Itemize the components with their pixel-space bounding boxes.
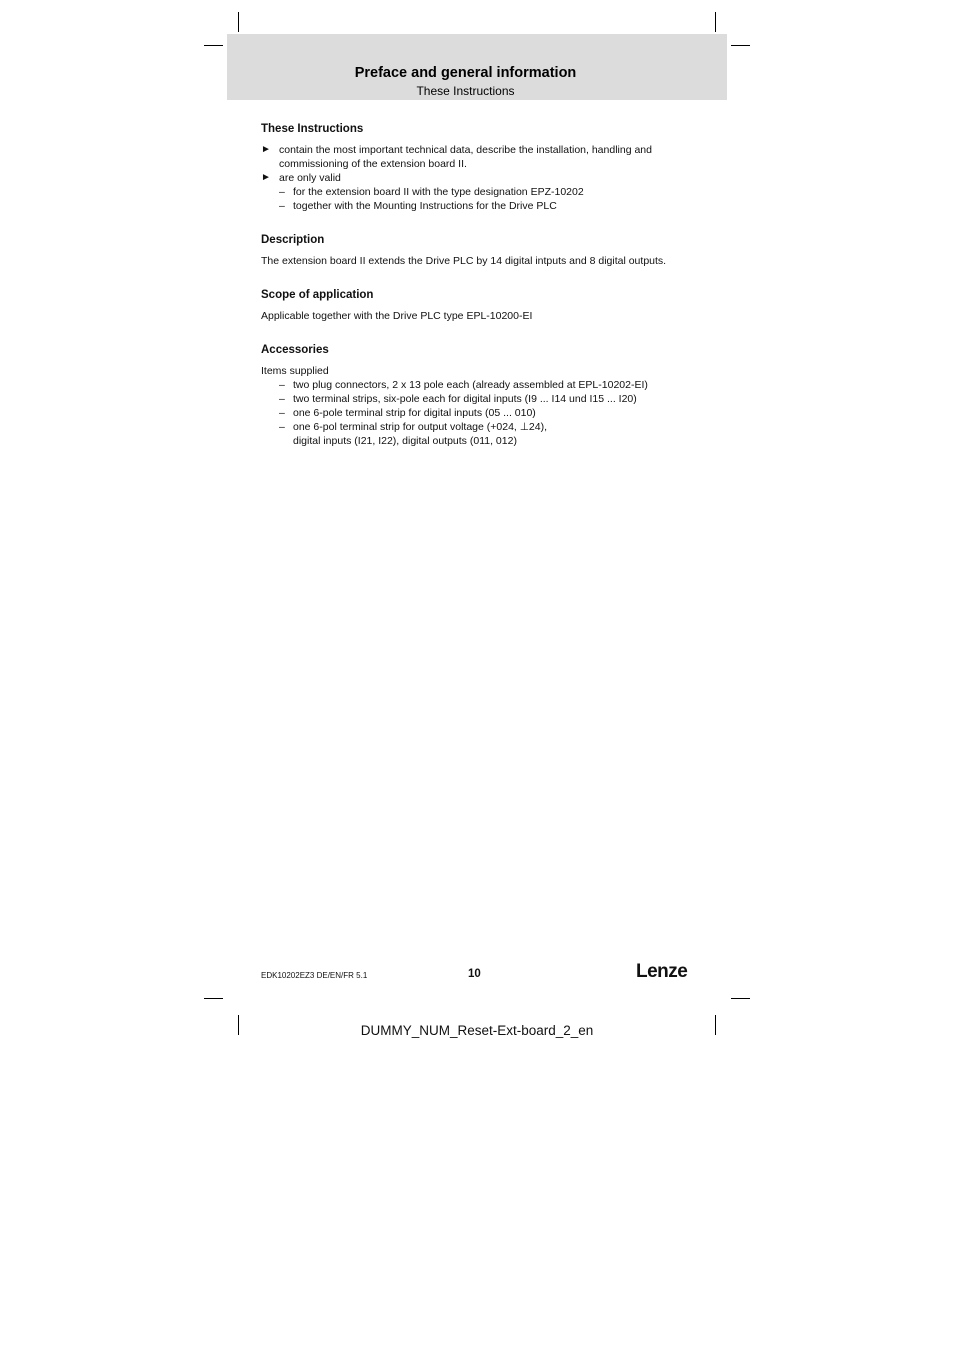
list-item-text: contain the most important technical data, describe the installation, handling and bbox=[279, 144, 652, 156]
paragraph: The extension board II extends the Drive PLC by 14 digital intputs and 8 digital outputs. bbox=[261, 255, 667, 267]
paragraph: Applicable together with the Drive PLC type EPL-10200-EI bbox=[261, 310, 533, 322]
dash-icon: – bbox=[279, 393, 285, 405]
paragraph: Items supplied bbox=[261, 365, 329, 377]
list-item bbox=[261, 392, 701, 406]
list-item-text: two plug connectors, 2 x 13 pole each (already assembled at EPL-10202-EI) bbox=[293, 379, 648, 391]
footer-doc-code: EDK10202EZ3 DE/EN/FR 5.1 bbox=[261, 971, 368, 980]
dash-icon: – bbox=[279, 186, 285, 198]
dash-icon: – bbox=[279, 421, 285, 433]
sub-list-item bbox=[261, 199, 701, 213]
crop-mark bbox=[731, 998, 750, 999]
crop-mark bbox=[204, 45, 223, 46]
section-description bbox=[261, 233, 701, 268]
list-item bbox=[261, 420, 701, 448]
list-item-text: are only valid bbox=[279, 172, 341, 184]
page-subtitle: These Instructions bbox=[416, 84, 515, 98]
list-item-text: one 6-pole terminal strip for digital inputs (05 ... 010) bbox=[293, 407, 536, 419]
header-band bbox=[227, 34, 727, 100]
list-item bbox=[261, 171, 701, 185]
section-heading: Scope of application bbox=[261, 289, 374, 301]
dash-icon: – bbox=[279, 407, 285, 419]
page-number: 10 bbox=[468, 968, 481, 980]
section-heading: Accessories bbox=[261, 344, 329, 356]
sub-list-item bbox=[261, 185, 701, 199]
lenze-logo: Lenze bbox=[636, 961, 688, 982]
list-item bbox=[261, 143, 701, 171]
crop-mark bbox=[204, 998, 223, 999]
section-accessories bbox=[261, 343, 701, 448]
list-item-text: digital inputs (I21, I22), digital outputs (011, 012) bbox=[293, 435, 517, 447]
section-scope bbox=[261, 288, 701, 323]
bullet-arrow-icon: ► bbox=[261, 172, 271, 183]
section-these-instructions bbox=[261, 122, 701, 213]
dash-icon: – bbox=[279, 200, 285, 212]
crop-mark bbox=[731, 45, 750, 46]
list-item-text: commissioning of the extension board II. bbox=[279, 158, 467, 170]
section-heading: These Instructions bbox=[261, 123, 364, 135]
section-heading: Description bbox=[261, 234, 325, 246]
content bbox=[261, 122, 701, 468]
document-id: DUMMY_NUM_Reset-Ext-board_2_en bbox=[360, 1023, 594, 1038]
page-title: Preface and general information bbox=[354, 65, 577, 81]
crop-mark bbox=[238, 12, 239, 32]
crop-mark bbox=[715, 12, 716, 32]
sub-list-item-text: for the extension board II with the type designation EPZ-10202 bbox=[293, 186, 584, 198]
list-item-text: one 6-pol terminal strip for output voltage (+024, ⊥24), bbox=[293, 421, 547, 433]
list-item bbox=[261, 378, 701, 392]
list-item bbox=[261, 406, 701, 420]
sub-list-item-text: together with the Mounting Instructions for the Drive PLC bbox=[293, 200, 557, 212]
list-item-text: two terminal strips, six-pole each for digital inputs (I9 ... I14 und I15 ... I20) bbox=[293, 393, 637, 405]
bullet-arrow-icon: ► bbox=[261, 144, 271, 155]
dash-icon: – bbox=[279, 379, 285, 391]
